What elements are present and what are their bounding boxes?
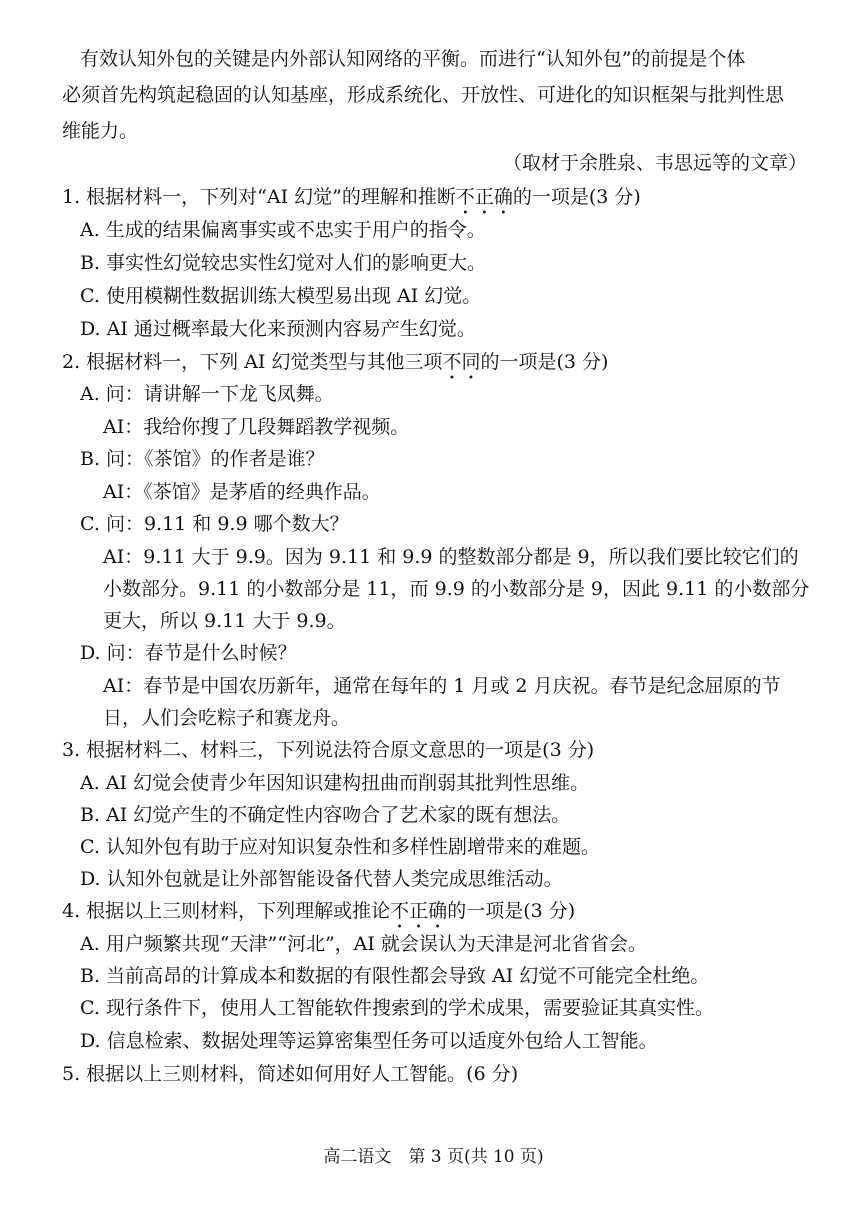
q2-option-d-answer-line-2: 日，人们会吃粽子和赛龙舟。: [103, 707, 351, 729]
q1-option-d: D. AI 通过概率最大化来预测内容易产生幻觉。: [80, 318, 476, 340]
intro-line-2: 必须首先构筑起稳固的认知基座，形成系统化、开放性、可进化的知识框架与批判性思: [62, 84, 785, 106]
q1-option-c: C. 使用模糊性数据训练大模型易出现 AI 幻觉。: [80, 285, 482, 307]
q2-option-b-question: B. 问：《茶馆》的作者是谁？: [80, 448, 325, 470]
q2-emphasis: 不同: [442, 351, 481, 373]
q4-stem-part-b: 的一项是(3 分): [447, 900, 576, 922]
q2-stem-part-b: 的一项是(3 分): [480, 351, 609, 373]
q4-option-d: D. 信息检索、数据处理等运算密集型任务可以适度外包给人工智能。: [80, 1030, 658, 1052]
q3-option-d: D. 认知外包就是让外部智能设备代替人类完成思维活动。: [80, 868, 563, 890]
q2-option-c-answer-line-2: 小数部分。9.11 的小数部分是 11，而 9.9 的小数部分是 9，因此 9.11 的小数部分: [103, 578, 810, 600]
q3-option-b: B. AI 幻觉产生的不确定性内容吻合了艺术家的既有想法。: [80, 804, 571, 826]
q2-option-c-answer-line-1: AI：9.11 大于 9.9。因为 9.11 和 9.9 的整数部分都是 9，所以我们要比较它们的: [103, 546, 799, 568]
q2-option-c-question: C. 问：9.11 和 9.9 哪个数大？: [80, 513, 349, 535]
q4-stem-part-a: 4. 根据以上三则材料，下列理解或推论: [62, 900, 391, 922]
q1-stem-part-a: 1. 根据材料一，下列对“AI 幻觉”的理解和推断: [62, 186, 456, 208]
q4-option-a: A. 用户频繁共现“天津”“河北”，AI 就会误认为天津是河北省省会。: [80, 933, 647, 955]
q4-emphasis: 不正确: [390, 900, 448, 922]
q1-stem-part-b: 的一项是(3 分): [512, 186, 641, 208]
question-5-stem: 5. 根据以上三则材料，简述如何用好人工智能。(6 分): [62, 1063, 519, 1085]
q4-option-c: C. 现行条件下，使用人工智能软件搜索到的学术成果，需要验证其真实性。: [80, 997, 714, 1019]
q1-option-a: A. 生成的结果偏离事实或不忠实于用户的指令。: [80, 219, 486, 241]
q2-option-d-question: D. 问：春节是什么时候？: [80, 642, 297, 664]
q3-option-c: C. 认知外包有助于应对知识复杂性和多样性剧增带来的难题。: [80, 836, 600, 858]
q2-option-a-question: A. 问：请讲解一下龙飞凤舞。: [80, 383, 334, 405]
q2-option-a-answer: AI：我给你搜了几段舞蹈教学视频。: [103, 416, 410, 438]
intro-line-1: 有效认知外包的关键是内外部认知网络的平衡。而进行“认知外包”的前提是个体: [80, 48, 746, 70]
q4-option-b: B. 当前高昂的计算成本和数据的有限性都会导致 AI 幻觉不可能完全杜绝。: [80, 965, 710, 987]
question-1-stem: [62, 185, 641, 219]
q3-option-a: A. AI 幻觉会使青少年因知识建构扭曲而削弱其批判性思维。: [80, 772, 590, 794]
intro-line-3: 维能力。: [62, 120, 139, 142]
page-footer: 高二语文 第 3 页(共 10 页): [323, 1147, 544, 1167]
source-citation: （取材于余胜泉、韦思远等的文章）: [502, 152, 807, 174]
q1-option-b: B. 事实性幻觉较忠实性幻觉对人们的影响更大。: [80, 252, 487, 274]
question-3-stem: 3. 根据材料二、材料三，下列说法符合原文意思的一项是(3 分): [62, 739, 595, 761]
q2-stem-part-a: 2. 根据材料一，下列 AI 幻觉类型与其他三项: [62, 351, 443, 373]
question-2-stem: [62, 350, 608, 384]
question-4-stem: [62, 899, 575, 933]
q1-emphasis: 不正确: [455, 186, 513, 208]
q2-option-c-answer-line-3: 更大，所以 9.11 大于 9.9。: [103, 610, 346, 632]
q2-option-d-answer-line-1: AI：春节是中国农历新年，通常在每年的 1 月或 2 月庆祝。春节是纪念屈原的节: [103, 675, 781, 697]
q2-option-b-answer: AI：《茶馆》是茅盾的经典作品。: [103, 481, 381, 503]
